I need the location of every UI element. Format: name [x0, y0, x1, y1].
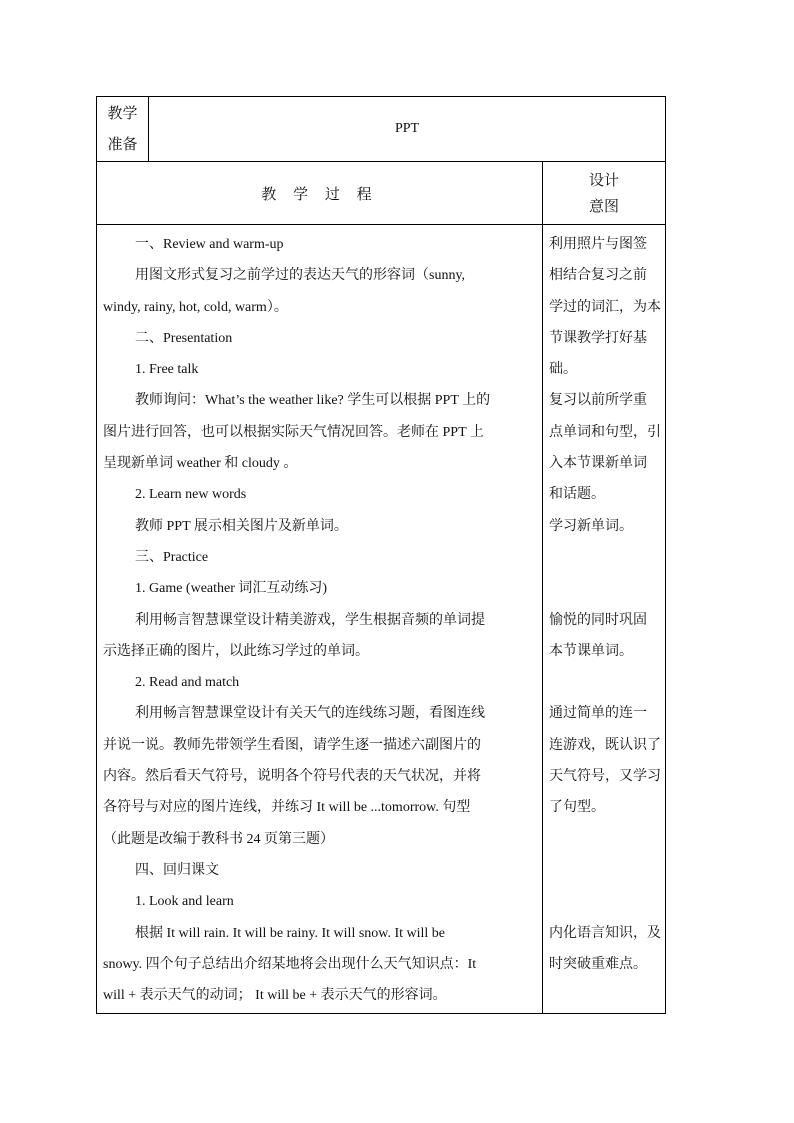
intent-gap	[549, 855, 661, 886]
header-row	[97, 162, 666, 225]
process-line: 利用畅言智慧课堂设计精美游戏，学生根据音频的单词提	[135, 612, 485, 628]
process-line: snowy. 四个句子总结出介绍某地将会出现什么天气知识点：It	[103, 956, 477, 972]
intent-gap	[549, 886, 661, 917]
process-line: 示选择正确的图片，以此练习学过的单词。	[103, 643, 369, 659]
process-line: 根据 It will rain. It will be rainy. It will snow. It will be	[135, 925, 446, 941]
prep-label	[97, 97, 149, 162]
prep-label-line1: 教学	[107, 104, 138, 122]
process-line: 用图文形式复习之前学过的表达天气的形容词（sunny,	[135, 268, 466, 284]
process-line: 并说一说。教师先带领学生看图，请学生逐一描述六副图片的	[103, 737, 481, 753]
process-line: 教师询问：What’s the weather like? 学生可以根据 PPT 上的	[135, 393, 491, 409]
process-line: 利用畅言智慧课堂设计有关天气的连线练习题，看图连线	[135, 706, 485, 722]
process-line: 一、Review and warm-up	[135, 237, 284, 252]
process-line: 各符号与对应的图片连线，并练习 It will be ...tomorrow. 句型	[103, 800, 471, 816]
prep-value: PPT	[149, 97, 666, 162]
intent-line: 相结合复习之前	[549, 267, 647, 284]
intent-line: 了句型。	[549, 799, 605, 816]
intent-line: 复习以前所学重	[549, 392, 647, 409]
process-line: 四、回归课文	[135, 862, 219, 878]
intent-header-line2: 意图	[588, 197, 619, 215]
intent-line: 节课教学打好基	[549, 329, 647, 346]
process-line: 1. Free talk	[135, 362, 199, 378]
process-line: 内容。然后看天气符号，说明各个符号代表的天气状况，并将	[103, 769, 481, 785]
intent-gap	[549, 542, 661, 573]
process-line: 1. Game (weather 词汇互动练习)	[135, 581, 328, 597]
prep-row	[97, 97, 666, 162]
body-row	[97, 225, 666, 1014]
intent-line: 通过简单的连一	[549, 705, 647, 722]
intent-line: 利用照片与图签	[549, 236, 647, 252]
process-line: （此题是改编于教科书 24 页第三题）	[103, 831, 334, 847]
intent-gap	[549, 667, 661, 698]
intent-line: 愉悦的同时巩固	[549, 611, 647, 628]
intent-gap	[549, 824, 661, 855]
intent-line: 和话题。	[549, 486, 605, 503]
intent-gap	[549, 980, 661, 1011]
intent-line: 入本节课新单词	[549, 455, 647, 472]
process-line: 三、Practice	[135, 549, 209, 565]
lesson-plan-table	[96, 96, 666, 1014]
process-line: 二、Presentation	[135, 330, 233, 346]
intent-line: 本节课单词。	[549, 642, 633, 659]
process-line: windy, rainy, hot, cold, warm）。	[103, 299, 288, 315]
process-line: will + 表示天气的动词； It will be + 表示天气的形容词。	[103, 988, 447, 1004]
intent-line: 学习新单词。	[549, 517, 633, 534]
process-line: 教师 PPT 展示相关图片及新单词。	[135, 518, 348, 534]
prep-label-line2: 准备	[107, 135, 138, 153]
process-body	[97, 225, 543, 1014]
process-header: 教 学 过 程	[97, 162, 543, 225]
intent-line: 础。	[549, 361, 577, 378]
intent-body	[543, 225, 666, 1014]
process-line: 图片进行回答，也可以根据实际天气情况回答。老师在 PPT 上	[103, 424, 484, 440]
intent-header-line1: 设计	[588, 171, 619, 189]
intent-line: 内化语言知识，及	[549, 924, 661, 941]
process-line: 1. Look and learn	[135, 894, 234, 910]
intent-header	[543, 162, 666, 225]
intent-gap	[549, 573, 661, 604]
intent-line: 点单词和句型，引	[549, 423, 661, 440]
process-line: 2. Read and match	[135, 675, 240, 691]
process-line: 2. Learn new words	[135, 487, 247, 503]
intent-line: 时突破重难点。	[549, 955, 647, 972]
process-line: 呈现新单词 weather 和 cloudy 。	[103, 456, 298, 472]
intent-line: 连游戏，既认识了	[549, 736, 661, 753]
intent-line: 学过的词汇，为本	[549, 298, 661, 315]
intent-line: 天气符号，又学习	[549, 768, 661, 785]
